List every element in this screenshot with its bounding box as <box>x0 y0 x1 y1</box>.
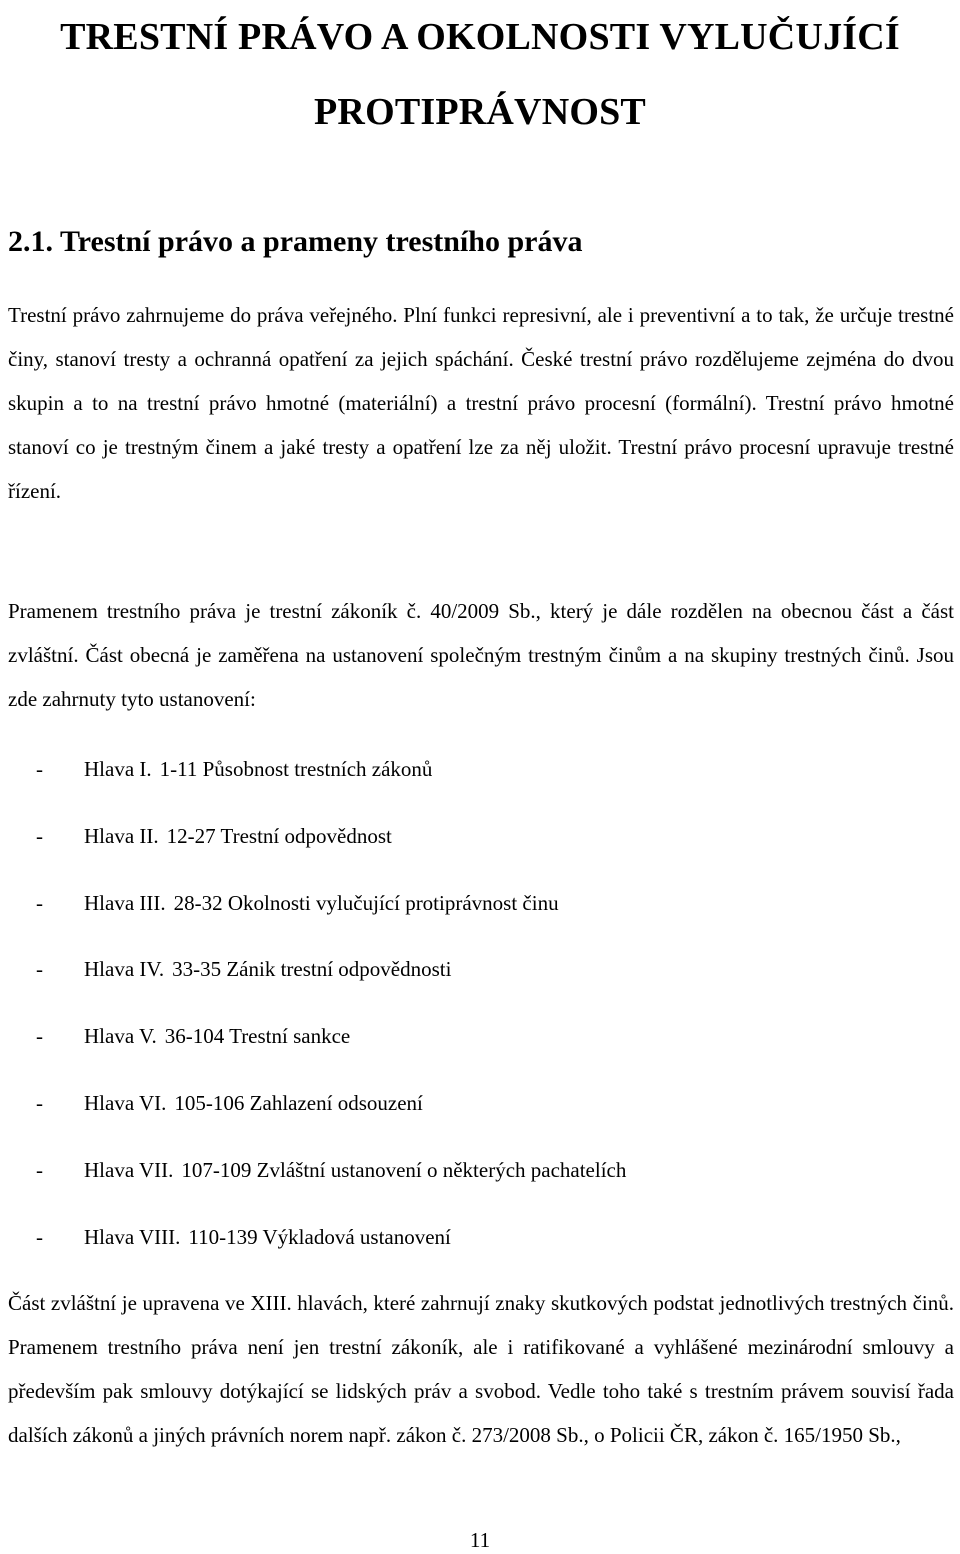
head-label: Hlava VIII. <box>84 1224 181 1249</box>
list-dash: - <box>36 1024 43 1049</box>
list-item <box>8 1144 626 1211</box>
head-range: 12-27 Trestní odpovědnost <box>166 823 392 848</box>
head-label: Hlava II. <box>84 823 159 848</box>
head-label: Hlava VI. <box>84 1090 167 1115</box>
list-dash: - <box>36 1157 43 1182</box>
list-dash: - <box>36 1224 43 1249</box>
head-label: Hlava I. <box>84 757 152 781</box>
list-item <box>8 810 626 877</box>
paragraph-special-part: Část zvláštní je upravena ve XIII. hlavách, které zahrnují znaky skutkových podstat jednotlivých trestných činů. Pramenem trestního práva není jen trestní zákoník, ale i ratifikované a vyhlášené mezinárodní smlouvy a především pak smlouvy dotýkající se lidských práv a svobod. Vedle toho také s trestním právem souvisí řada dalších zákonů a jiných právních norem např. zákon č. 273/2008 Sb., o Policii ČR, zákon č. 165/1950 Sb., <box>8 1291 954 1447</box>
head-label: Hlava III. <box>84 890 166 915</box>
head-label: Hlava IV. <box>84 957 165 982</box>
head-range: 107-109 Zvláštní ustanovení o některých pachatelích <box>181 1157 627 1182</box>
list-item <box>8 1010 626 1077</box>
head-range: 105-106 Zahlazení odsouzení <box>174 1090 423 1115</box>
section-title: 2.1. Trestní právo a prameny trestního práva <box>8 225 583 258</box>
list-dash: - <box>36 890 43 915</box>
head-range: 28-32 Okolnosti vylučující protiprávnost činu <box>173 890 559 915</box>
list-dash: - <box>36 757 43 781</box>
list-item <box>8 877 626 944</box>
head-range: 33-35 Zánik trestní odpovědnosti <box>172 957 452 982</box>
list-item <box>8 943 626 1010</box>
paragraph-criminal-law-intro: Trestní právo zahrnujeme do práva veřejného. Plní funkci represivní, ale i preventivní a to tak, že určuje trestné činy, stanoví tresty a ochranná opatření za jejich spáchání. České trestní právo rozdělujeme zejména do dvou skupin a to na trestní právo hmotné (materiální) a trestní právo procesní (formální). Trestní právo hmotné stanoví co je trestným činem a jaké tresty a opatření lze za něj uložit. Trestní právo procesní upravuje trestné řízení. <box>8 303 954 503</box>
list-dash: - <box>36 823 43 848</box>
page-number: 11 <box>469 1528 491 1552</box>
criminal-code-heads-list <box>8 743 626 1277</box>
chapter-title: TRESTNÍ PRÁVO A OKOLNOSTI VYLUČUJÍCÍ PROTIPRÁVNOST <box>60 16 900 133</box>
list-item <box>8 1211 626 1278</box>
head-range: 1-11 Působnost trestních zákonů <box>159 757 433 781</box>
paragraph-criminal-code-source: Pramenem trestního práva je trestní zákoník č. 40/2009 Sb., který je dále rozdělen na obecnou část a část zvláštní. Část obecná je zaměřena na ustanovení společným trestným činům a na skupiny trestných činů. Jsou zde zahrnuty tyto ustanovení: <box>8 599 954 711</box>
head-label: Hlava VII. <box>84 1157 174 1182</box>
list-item <box>8 1077 626 1144</box>
head-label: Hlava V. <box>84 1024 157 1049</box>
list-dash: - <box>36 1090 43 1115</box>
head-range: 36-104 Trestní sankce <box>164 1024 351 1049</box>
list-item <box>8 743 626 810</box>
head-range: 110-139 Výkladová ustanovení <box>188 1224 451 1249</box>
list-dash: - <box>36 957 43 982</box>
